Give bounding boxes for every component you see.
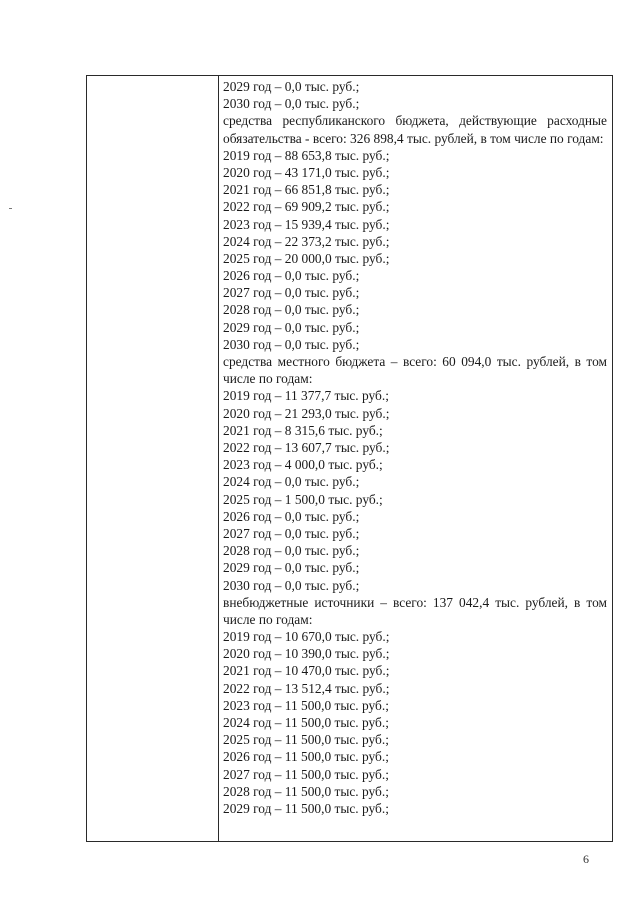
year-line: 2024 год – 11 500,0 тыс. руб.; [223,715,389,731]
top-year-lines [223,78,607,112]
local-year-lines [223,387,607,593]
year-line: 2029 год – 0,0 тыс. руб.; [223,319,360,335]
year-line: 2029 год – 0,0 тыс. руб.; [223,79,360,94]
year-line: 2030 год – 0,0 тыс. руб.; [223,96,360,112]
year-line: 2024 год – 0,0 тыс. руб.; [223,474,360,490]
page-number: 6 [583,852,589,866]
year-line: 2030 год – 0,0 тыс. руб.; [223,577,360,593]
year-line: 2026 год – 11 500,0 тыс. руб.; [223,749,389,765]
year-line: 2026 год – 0,0 тыс. руб.; [223,508,360,524]
year-line: 2022 год – 13 607,7 тыс. руб.; [223,440,390,455]
year-line: 2022 год – 69 909,2 тыс. руб.; [223,199,390,215]
year-line: 2023 год – 11 500,0 тыс. руб.; [223,697,389,713]
year-line: 2025 год – 1 500,0 тыс. руб.; [223,491,383,507]
republic-budget-intro: средства республиканского бюджета, действующие расходные обязательства - всего: 326 898,4 тыс. рублей, в том числе по годам: [223,113,607,146]
margin-mark [9,208,12,209]
local-budget-intro: средства местного бюджета – всего: 60 094,0 тыс. рублей, в том числе по годам: [223,354,607,387]
year-line: 2019 год – 11 377,7 тыс. руб.; [223,388,389,404]
table-content-cell [223,78,607,817]
republic-year-lines [223,147,607,353]
extrabudget-year-lines [223,628,607,817]
year-line: 2022 год – 13 512,4 тыс. руб.; [223,680,390,696]
year-line: 2025 год – 11 500,0 тыс. руб.; [223,732,389,748]
year-line: 2028 год – 0,0 тыс. руб.; [223,302,360,318]
year-line: 2020 год – 10 390,0 тыс. руб.; [223,646,390,662]
year-line: 2025 год – 20 000,0 тыс. руб.; [223,250,390,266]
year-line: 2019 год – 10 670,0 тыс. руб.; [223,629,390,645]
year-line: 2024 год – 22 373,2 тыс. руб.; [223,233,390,249]
financing-table [86,75,613,842]
year-line: 2019 год – 88 653,8 тыс. руб.; [223,147,390,163]
year-line: 2021 год – 8 315,6 тыс. руб.; [223,422,383,438]
year-line: 2021 год – 66 851,8 тыс. руб.; [223,182,390,198]
year-line: 2028 год – 11 500,0 тыс. руб.; [223,783,389,799]
year-line: 2023 год – 15 939,4 тыс. руб.; [223,216,390,232]
year-line: 2026 год – 0,0 тыс. руб.; [223,268,360,284]
year-line: 2020 год – 21 293,0 тыс. руб.; [223,405,390,421]
year-line: 2030 год – 0,0 тыс. руб.; [223,336,360,352]
year-line: 2027 год – 0,0 тыс. руб.; [223,285,360,301]
table-label-cell [87,76,218,841]
year-line: 2021 год – 10 470,0 тыс. руб.; [223,663,390,679]
year-line: 2027 год – 11 500,0 тыс. руб.; [223,766,389,782]
year-line: 2029 год – 11 500,0 тыс. руб.; [223,800,389,816]
year-line: 2029 год – 0,0 тыс. руб.; [223,560,360,576]
year-line: 2027 год – 0,0 тыс. руб.; [223,525,360,541]
column-divider [218,76,219,841]
year-line: 2023 год – 4 000,0 тыс. руб.; [223,457,383,473]
year-line: 2028 год – 0,0 тыс. руб.; [223,543,360,559]
extrabudget-intro: внебюджетные источники – всего: 137 042,4 тыс. рублей, в том числе по годам: [223,594,607,627]
year-line: 2020 год – 43 171,0 тыс. руб.; [223,164,390,180]
